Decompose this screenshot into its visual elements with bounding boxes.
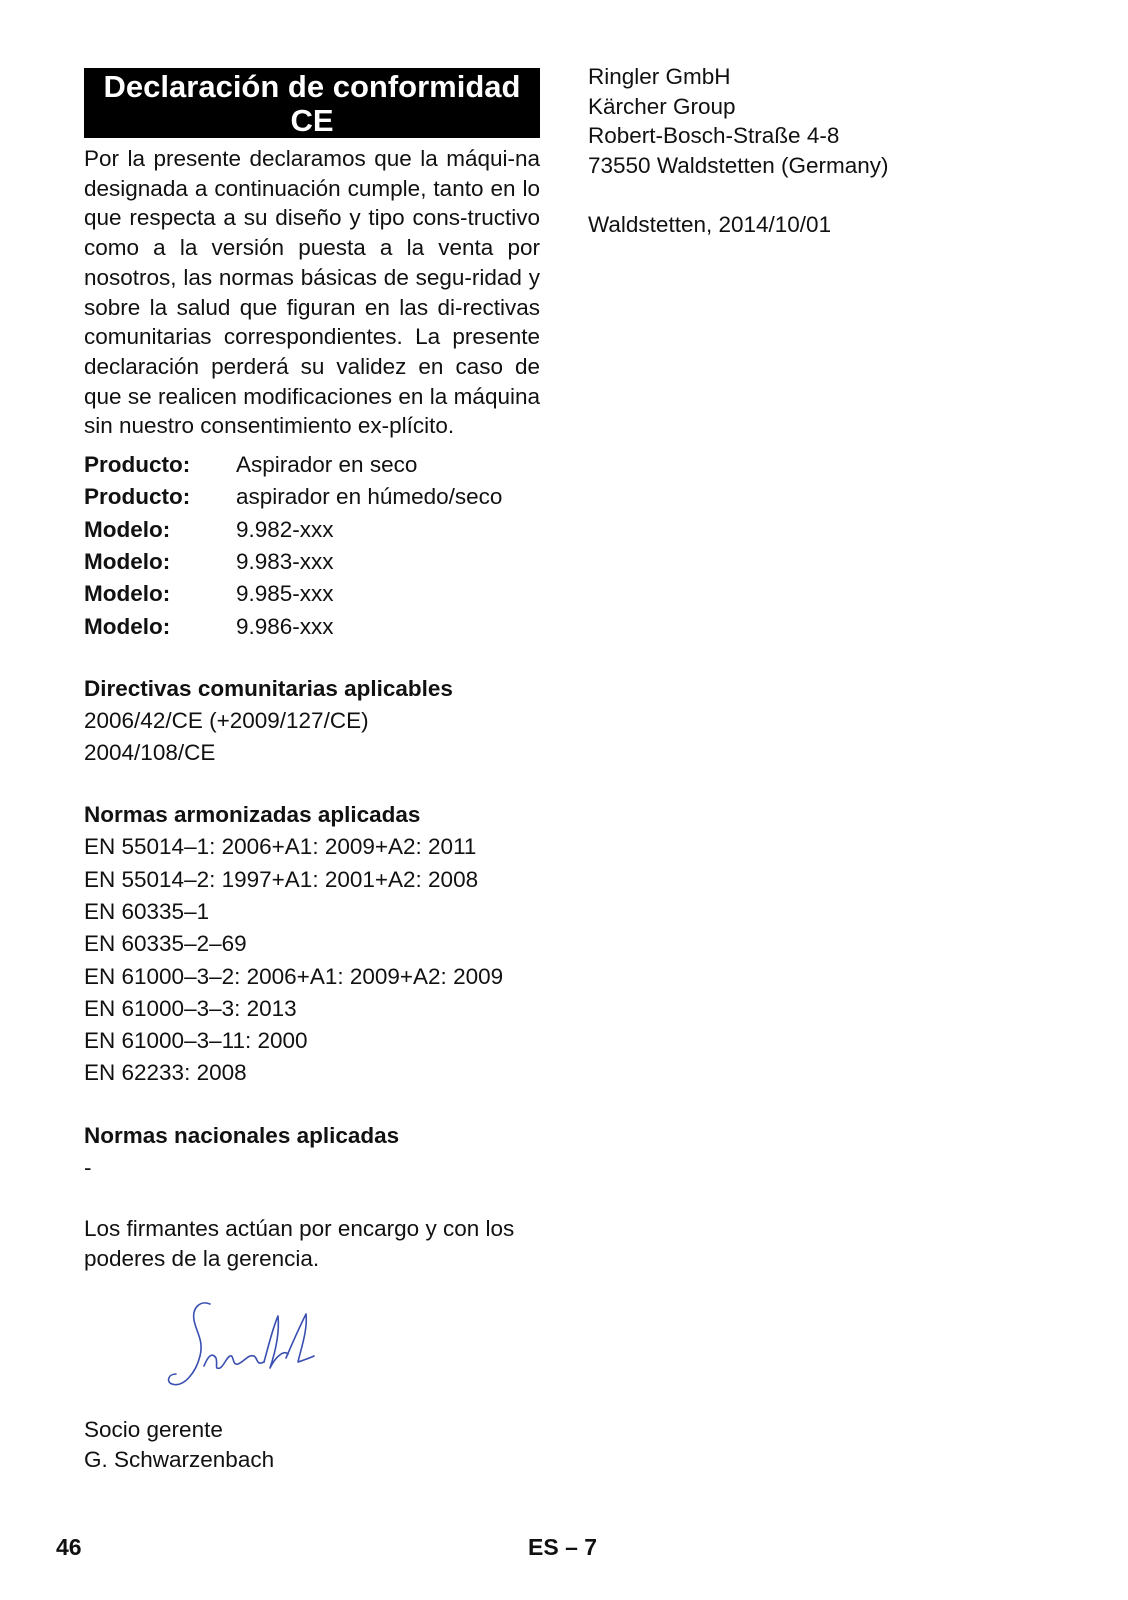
title-line-1: Declaración de conformidad [103,69,521,104]
title-line-2: CE [290,103,334,138]
national-item: - [84,1154,92,1180]
spec-value: aspirador en húmedo/seco [236,484,503,510]
harmonized-heading: Normas armonizadas aplicadas [84,802,421,828]
product-spec-list [84,449,540,643]
spec-row [84,481,540,513]
spec-label: Modelo: [84,548,171,574]
address-line: Ringler GmbH [588,64,731,89]
spec-label: Producto: [84,484,191,510]
spec-label: Producto: [84,452,191,478]
spec-value: 9.982-xxx [236,516,334,542]
signer-block [84,1415,540,1475]
spec-row [84,611,540,643]
standard-item: EN 55014–2: 1997+A1: 2001+A2: 2008 [84,866,479,892]
place-date: Waldstetten, 2014/10/01 [588,212,832,238]
right-column [588,62,1028,240]
directive-item: 2006/42/CE (+2009/127/CE) [84,707,369,733]
directives-heading: Directivas comunitarias aplicables [84,675,453,701]
closing-statement: Los firmantes actúan por encargo y con los poderes de la gerencia. [84,1216,515,1272]
spec-row [84,514,540,546]
left-column [84,68,540,1475]
directives-section [84,673,540,770]
intro-paragraph: Por la presente declaramos que la máqui-na designada a continuación cumple, tanto en lo que respecta a su diseño y tipo cons-tructivo como a la versión puesta a la venta por nosotros, las normas básicas de segu-ridad y sobre la salud que figuran en las di-rectivas comunitarias correspondientes. La presente declaración perderá su validez en caso de que se realicen modificaciones en la máquina sin nuestro consentimiento ex-plícito. [84,146,540,439]
signer-role: Socio gerente [84,1417,223,1443]
signer-name: G. Schwarzenbach [84,1447,275,1473]
spec-value: 9.986-xxx [236,613,334,639]
standard-item: EN 60335–1 [84,899,210,924]
spec-value: Aspirador en seco [236,452,418,478]
spec-row [84,546,540,578]
document-title [84,68,540,138]
spec-row [84,449,540,481]
spec-label: Modelo: [84,516,171,542]
spec-value: 9.985-xxx [236,581,334,607]
standard-item: EN 62233: 2008 [84,1060,247,1086]
spec-value: 9.983-xxx [236,548,334,574]
address-line: Robert-Bosch-Straße 4-8 [588,123,840,149]
language-section-label: ES – 7 [528,1534,598,1560]
handwritten-signature [164,1296,334,1401]
standard-item: EN 61000–3–2: 2006+A1: 2009+A2: 2009 [84,963,504,989]
standard-item: EN 60335–2–69 [84,931,247,957]
address-line: 73550 Waldstetten (Germany) [588,153,889,179]
spec-label: Modelo: [84,581,171,607]
page-number: 46 [56,1534,82,1560]
harmonized-standards-section [84,799,540,1089]
standard-item: EN 61000–3–3: 2013 [84,995,297,1021]
spec-row [84,578,540,610]
address-line: Kärcher Group [588,93,736,119]
spec-label: Modelo: [84,613,171,639]
directive-item: 2004/108/CE [84,740,216,766]
standard-item: EN 61000–3–11: 2000 [84,1028,308,1054]
standard-item: EN 55014–1: 2006+A1: 2009+A2: 2011 [84,834,477,860]
national-heading: Normas nacionales aplicadas [84,1122,400,1148]
signature-image [164,1296,334,1401]
national-standards-section [84,1120,540,1184]
